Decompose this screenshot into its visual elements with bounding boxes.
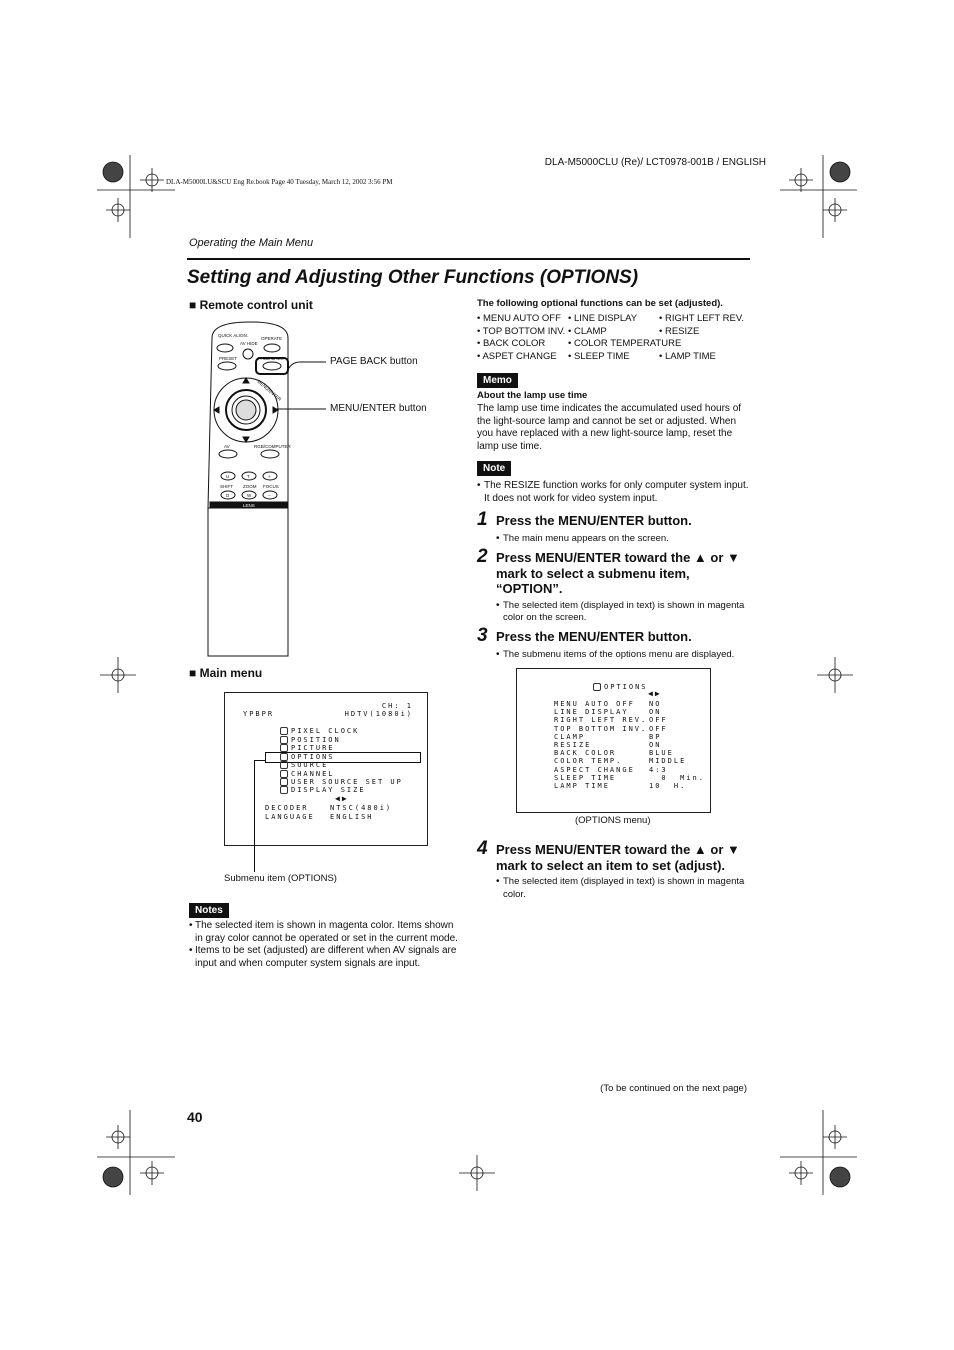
notes-list bbox=[189, 920, 464, 970]
optional-item: • BACK COLOR bbox=[477, 338, 546, 349]
optional-item bbox=[659, 338, 744, 351]
square-bullet-icon: ■ bbox=[189, 298, 197, 312]
submenu-callout-line-h bbox=[254, 760, 266, 761]
menu-decoder-value: NTSC(480i) bbox=[330, 804, 393, 812]
callout-menu-enter: MENU/ENTER button bbox=[330, 403, 427, 414]
options-row-value: NO bbox=[649, 700, 662, 708]
menu-item-icon bbox=[280, 736, 288, 744]
menu-item: PIXEL CLOCK bbox=[280, 727, 359, 735]
menu-item-icon bbox=[280, 761, 288, 769]
main-menu-heading bbox=[189, 666, 262, 680]
memo-title: About the lamp use time bbox=[477, 390, 588, 401]
menu-item: PICTURE bbox=[280, 744, 335, 752]
options-row-label: CLAMP bbox=[554, 732, 586, 741]
remote-label-t: T bbox=[247, 474, 250, 479]
menu-channel: CH: 1 bbox=[381, 702, 413, 710]
remote-label-quick-align: QUICK ALIGN. bbox=[218, 333, 249, 338]
step-bullet: The main menu appears on the screen. bbox=[503, 533, 669, 544]
book-info: DLA-M5000LU&SCU Eng Re.book Page 40 Tuesday, March 12, 2002 3:56 PM bbox=[166, 178, 393, 186]
menu-signal: HDTV(1080i) bbox=[344, 710, 413, 718]
remote-label-zoom: ZOOM bbox=[243, 484, 257, 489]
note-item: • Items to be set (adjusted) are different when AV signals are input and when computer system signals are input. bbox=[189, 945, 457, 969]
options-menu-screen bbox=[516, 668, 711, 813]
remote-label-shift: SHIFT bbox=[220, 484, 233, 489]
optional-item: • CLAMP bbox=[568, 325, 607, 337]
menu-item-icon bbox=[280, 786, 288, 794]
menu-language-label: LANGUAGE bbox=[265, 813, 315, 821]
notes-label: Notes bbox=[189, 903, 229, 918]
step-4: 4 Press MENU/ENTER toward the ▲ or ▼ mark to select an item to set (adjust). • The selected item (displayed in text) is shown in magenta color. bbox=[477, 838, 752, 901]
remote-label-lens: LENS bbox=[243, 503, 255, 508]
square-bullet-icon: ■ bbox=[189, 666, 197, 680]
main-menu-caption: Submenu item (OPTIONS) bbox=[224, 873, 337, 884]
optional-item: • LINE DISPLAY bbox=[568, 313, 638, 324]
continued-note: (To be continued on the next page) bbox=[600, 1083, 747, 1094]
remote-label-d: D bbox=[226, 493, 230, 498]
step-1: 1 Press the MENU/ENTER button. • The main menu appears on the screen. bbox=[477, 509, 752, 546]
remote-label-plus: + bbox=[268, 474, 271, 479]
remote-label-focus: FOCUS bbox=[263, 484, 279, 489]
options-row-value: OFF bbox=[649, 724, 668, 733]
menu-item-icon bbox=[280, 727, 288, 735]
note-label: Note bbox=[477, 461, 511, 476]
options-row-value: ON bbox=[649, 708, 662, 717]
note-item: • The selected item is shown in magenta color. Items shown in gray color cannot be operated or set in the current mode. bbox=[189, 920, 458, 944]
optional-item: • ASPET CHANGE bbox=[477, 350, 557, 362]
menu-source: YPBPR bbox=[243, 710, 275, 718]
menu-decoder-label: DECODER bbox=[265, 804, 309, 812]
optional-item: • COLOR TEMPERATURE bbox=[568, 338, 682, 349]
step-number: 3 bbox=[477, 625, 488, 646]
doc-code: DLA-M5000CLU (Re)/ LCT0978-001B / ENGLISH bbox=[544, 157, 766, 168]
menu-item: DISPLAY SIZE bbox=[280, 786, 366, 794]
options-row-value: ON bbox=[649, 741, 662, 749]
options-menu-caption: (OPTIONS menu) bbox=[575, 815, 651, 826]
menu-language-value: ENGLISH bbox=[330, 813, 374, 821]
memo-text: The lamp use time indicates the accumulated used hours of the light-source lamp and cannot be set or adjusted. When you have replaced with a new light-source lamp, reset the lamp use time. bbox=[477, 403, 742, 452]
remote-label-u: U bbox=[226, 474, 230, 479]
main-menu-heading-text: Main menu bbox=[199, 666, 263, 680]
remote-label-page-back: PAGE BACK bbox=[258, 356, 284, 361]
step-title: Press the MENU/ENTER button. bbox=[496, 513, 692, 528]
options-row-value: 0 Min. bbox=[649, 773, 705, 782]
menu-item-icon bbox=[280, 744, 288, 752]
menu-item-icon bbox=[280, 770, 288, 778]
optional-item: • MENU AUTO OFF bbox=[477, 313, 561, 324]
options-row-value: 4:3 bbox=[649, 765, 668, 774]
step-title: Press the MENU/ENTER button. bbox=[496, 629, 692, 644]
memo-label: Memo bbox=[477, 373, 518, 388]
menu-item: POSITION bbox=[280, 736, 341, 744]
optional-item: • LAMP TIME bbox=[659, 350, 716, 362]
options-row-label: LINE DISPLAY bbox=[554, 708, 629, 717]
remote-label-w: W bbox=[247, 493, 252, 498]
menu-item-selected: OPTIONS bbox=[280, 753, 335, 761]
remote-label-av-hide: AV HIDE bbox=[240, 341, 258, 346]
optional-heading: The following optional functions can be set (adjusted). bbox=[477, 298, 723, 309]
page-title: Setting and Adjusting Other Functions (OPTIONS) bbox=[187, 267, 639, 288]
remote-label-av: AV bbox=[224, 444, 230, 449]
submenu-callout-line bbox=[254, 760, 255, 872]
remote-label-menu-enter: MENU/ENTER bbox=[256, 378, 283, 402]
menu-item: CHANNEL bbox=[280, 770, 335, 778]
remote-label-operate: OPERATE bbox=[261, 336, 283, 341]
options-row-label: MENU AUTO OFF bbox=[554, 700, 635, 708]
options-row-label: COLOR TEMP. bbox=[554, 757, 623, 766]
options-row-value: BP bbox=[649, 732, 662, 741]
step-bullet: The submenu items of the options menu are displayed. bbox=[503, 649, 735, 660]
remote-label-minus: − bbox=[268, 493, 271, 498]
options-icon bbox=[593, 683, 601, 691]
callout-page-back: PAGE BACK button bbox=[330, 356, 418, 367]
options-row-label: ASPECT CHANGE bbox=[554, 765, 635, 774]
left-right-arrows-icon: ◀▶ bbox=[648, 689, 662, 698]
menu-item: USER SOURCE SET UP bbox=[280, 778, 403, 786]
options-row-value: BLUE bbox=[649, 749, 674, 758]
step-number: 4 bbox=[477, 838, 488, 859]
step-bullet: The selected item (displayed in text) is shown in magenta color on the screen. bbox=[503, 599, 745, 623]
optional-item: • RIGHT LEFT REV. bbox=[659, 313, 744, 324]
step-title: Press MENU/ENTER toward the ▲ or ▼ mark to select a submenu item, “OPTION”. bbox=[496, 550, 740, 596]
optional-col1 bbox=[477, 313, 565, 363]
remote-label-preset: PRESET bbox=[219, 356, 238, 361]
options-row-value: MIDDLE bbox=[649, 757, 687, 766]
note-text: • The RESIZE function works for only computer system input. It does not work for video system input. bbox=[477, 480, 749, 504]
optional-item: • RESIZE bbox=[659, 325, 700, 337]
remote-heading-text: Remote control unit bbox=[199, 298, 313, 312]
step-bullet: The selected item (displayed in text) is shown in magenta color. bbox=[503, 876, 745, 900]
options-row-label: LAMP TIME bbox=[554, 782, 610, 790]
optional-item: • SLEEP TIME bbox=[568, 350, 630, 362]
page-number: 40 bbox=[187, 1109, 203, 1125]
options-menu-title: OPTIONS bbox=[593, 683, 648, 691]
options-row-label: BACK COLOR bbox=[554, 749, 617, 758]
remote-label-rgb: RGB/COMPUTER bbox=[254, 444, 291, 449]
menu-item-icon bbox=[280, 778, 288, 786]
section-header: Operating the Main Menu bbox=[189, 237, 314, 249]
options-row-label: RIGHT LEFT REV. bbox=[554, 716, 648, 725]
step-2: 2 Press MENU/ENTER toward the ▲ or ▼ mark to select a submenu item, “OPTION”. • The selected item (displayed in text) is shown in magenta color on the screen. bbox=[477, 546, 752, 625]
options-row-value: OFF bbox=[649, 716, 668, 725]
step-number: 1 bbox=[477, 509, 488, 530]
step-number: 2 bbox=[477, 546, 488, 567]
options-row-label: RESIZE bbox=[554, 741, 592, 749]
options-row-label: SLEEP TIME bbox=[554, 773, 617, 782]
step-title: Press MENU/ENTER toward the ▲ or ▼ mark to select an item to set (adjust). bbox=[496, 842, 740, 873]
options-row-value: 10 H. bbox=[649, 782, 687, 790]
options-row-label: TOP BOTTOM INV. bbox=[554, 724, 648, 733]
left-right-arrows-icon: ◀▶ bbox=[335, 794, 349, 803]
optional-item: • TOP BOTTOM INV. bbox=[477, 325, 566, 337]
optional-col3 bbox=[659, 313, 744, 363]
step-3: 3 Press the MENU/ENTER button. • The submenu items of the options menu are displayed. bbox=[477, 625, 752, 662]
menu-item: SOURCE bbox=[280, 761, 328, 769]
